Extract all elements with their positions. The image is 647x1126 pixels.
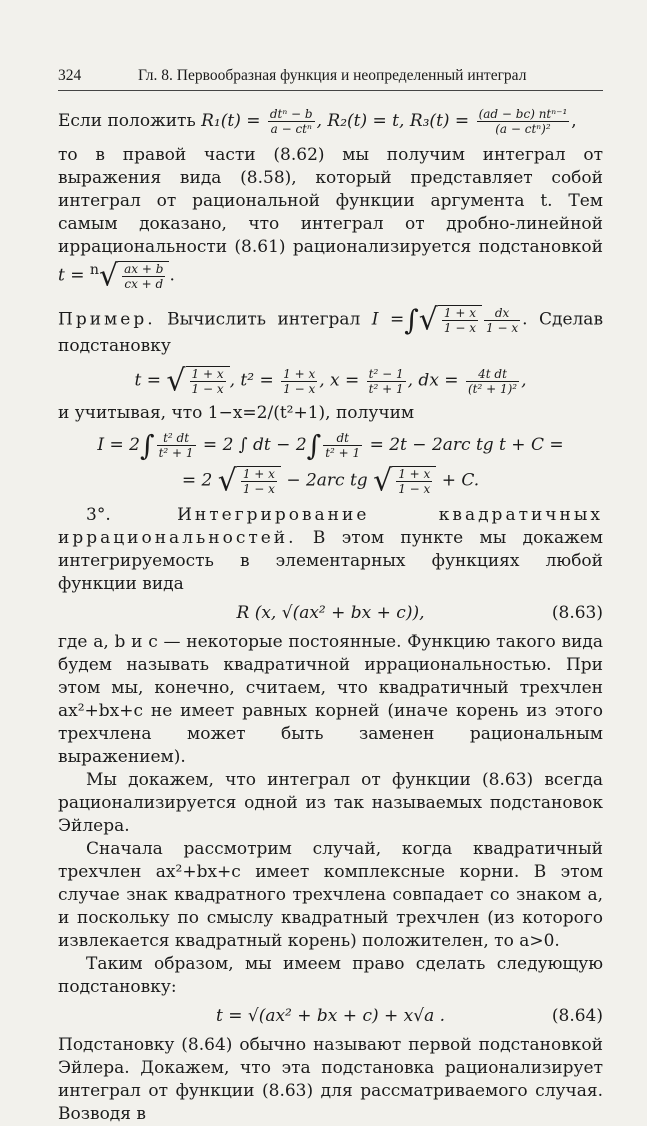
r2-def: , R₂(t) = t, R₃(t) = xyxy=(316,111,470,131)
section-title: Интегрирование квадратичных иррациональностей. xyxy=(58,505,603,549)
section-number: 3°. xyxy=(86,505,111,526)
running-header xyxy=(58,64,603,87)
equation-number: (8.63) xyxy=(551,603,603,624)
paragraph-definition: где a, b и c — некоторые постоянные. Функцию такого вида будем называть квадратичной иррациональностью. При этом мы, конечно, считаем, что квадратичный трехчлен ax²+bx+c не имеет равных корней (иначе корень из этого трехчлена может быть заменен рациональным выражением). xyxy=(58,632,603,768)
substitution-formula: t = √ $\frac{1 + x}{1 - x}$ , t² = $\frac{1 + x}{1 - x}$ , x = $\frac{\text{t² − 1}}{\text{t² + 1}}$ , dx = $\frac{\text{4t dt}}{\text{(t² + 1)²}}$ , xyxy=(134,363,527,399)
r3-fraction: $\frac{\text{(ad − bc) ntⁿ⁻¹}}{\text{(a − ctⁿ)²}}$ xyxy=(478,107,568,136)
r1-fraction: $\frac{\text{dtⁿ − b}}{\text{a − ctⁿ}}$ xyxy=(269,107,313,136)
example-paragraph: Пример. Вычислить интеграл I =∫√ $\frac{1 + x}{1 - x}$ $\frac{dx}{1 - x}$ . Сделав подстановку xyxy=(58,302,604,357)
integral-result-2: = 2 √ $\frac{1 + x}{1 - x}$ − 2arc tg √ $\frac{1 + x}{1 - x}$ + C. xyxy=(181,463,480,499)
equation-number: (8.64) xyxy=(551,1006,603,1027)
section-3-intro: 3°. Интегрирование квадратичных иррациональностей. В этом пункте мы докажем интегрируемость в элементарных функциях любой функции вида xyxy=(58,505,603,595)
formula-8-63: R (x, √(ax² + bx + c)), (8.63) xyxy=(236,603,603,624)
page-number: 324 xyxy=(58,67,82,84)
definitions-line: Если положить R₁(t) = $\frac{\text{dtⁿ − b}}{\text{a − ctⁿ}}$ , R₂(t) = t, R₃(t) = $\frac{\text{(ad − bc) ntⁿ⁻¹}}{\text{(a − ctⁿ)²}}$ , xyxy=(58,107,577,136)
chapter-title: Гл. 8. Первообразная функция и неопределенный интеграл xyxy=(138,67,527,84)
subst-lhs: t = xyxy=(58,265,85,286)
paragraph-euler: Мы докажем, что интеграл от функции (8.63) всегда рационализируется одной из так называемых подстановок Эйлера. xyxy=(58,770,603,837)
root-index: n xyxy=(89,262,100,278)
r1-lhs: R₁(t) = xyxy=(201,111,261,131)
paragraph-first-euler: Подстановку (8.64) обычно называют первой подстановкой Эйлера. Докажем, что эта подстановка рационализирует интеграл от функции (8.63) для рассматриваемого случая. Возводя в xyxy=(58,1035,603,1125)
paragraph-complex-roots: Сначала рассмотрим случай, когда квадратичный трехчлен ax²+bx+c имеет комплексные корни. В этом случае знак квадратного трехчлена совпадает со знаком a, и поскольку по смыслу квадратный трехчлен (из которого извлекается квадратный корень) положителен, то a>0. xyxy=(58,839,603,952)
paragraph-1: то в правой части (8.62) мы получим интеграл от выражения вида (8.58), который представляет собой интеграл от рациональной функции аргумента t. Тем самым доказано, что интеграл от дробно-линейной иррациональности (8.61) рационализируется подстановкой t = $^n$√ $\frac{ax + b}{cx + d}$ . xyxy=(58,145,603,294)
page xyxy=(58,64,603,1126)
subst-root: √ $\frac{ax + b}{cx + d}$ xyxy=(99,261,169,291)
example-label: Пример. xyxy=(58,309,156,330)
paragraph-substitution: Таким образом, мы имеем право сделать следующую подстановку: xyxy=(58,954,603,998)
integral-result-1: I = 2∫ $\frac{\text{t² dt}}{\text{t² + 1}}$ = 2 ∫ dt − 2∫ $\frac{dt}{\text{t² + 1}}$ = 2t − 2arc tg t + C = xyxy=(97,429,564,463)
and-text: и учитывая, что 1−x=2/(t²+1), получим xyxy=(58,403,415,424)
formula-8-64: t = √(ax² + bx + c) + x√a . (8.64) xyxy=(215,1006,603,1027)
lead-text: Если положить xyxy=(58,111,196,131)
